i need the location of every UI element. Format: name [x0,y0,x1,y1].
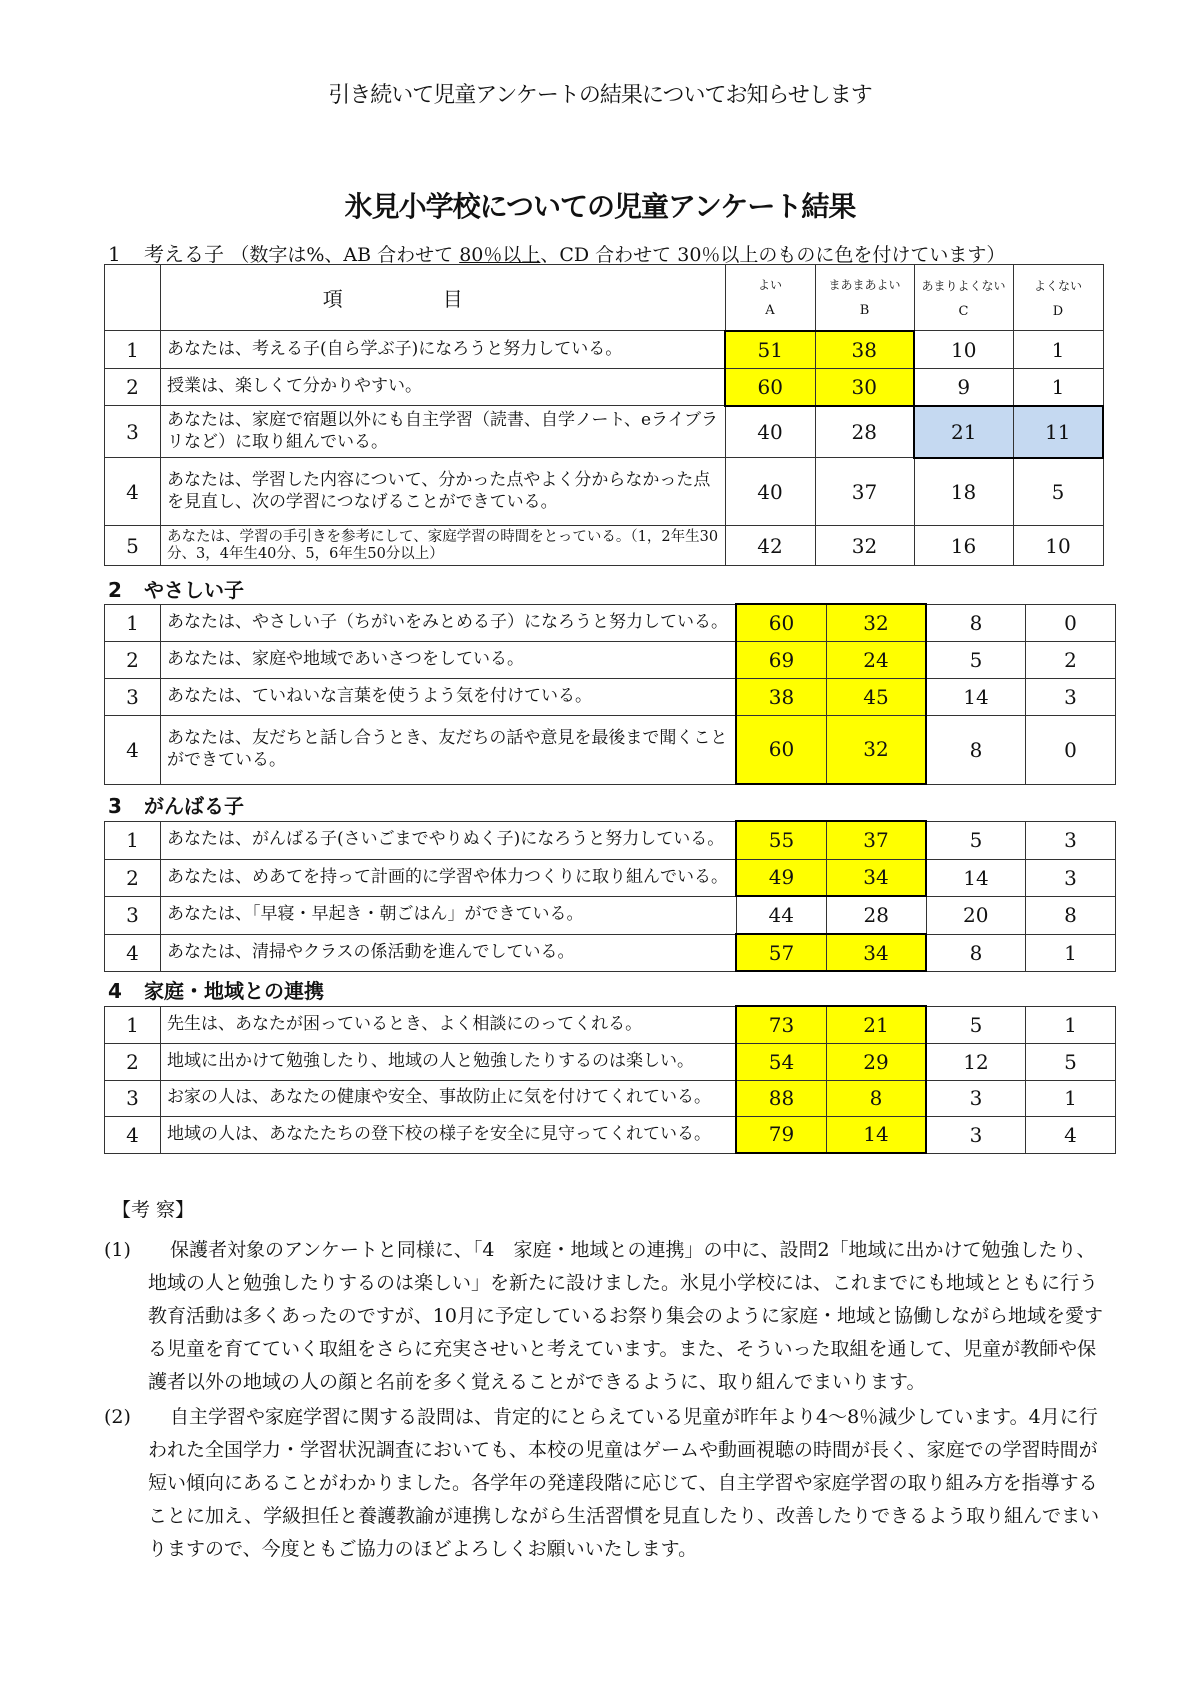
cell-a: 49 [736,859,827,896]
row-question: あなたは、がんばる子(さいごまでやりぬく子)になろうと努力している。 [161,821,737,859]
note-prefix: （数字は%、AB 合わせて [230,244,460,266]
cell-b: 21 [827,1006,927,1043]
row-question: あなたは、やさしい子（ちがいをみとめる子）になろうと努力している。 [161,604,737,641]
header-col-a-label: よい [757,278,782,293]
section-heading-3 [108,790,244,819]
row-number: 3 [105,896,161,934]
paragraph-number: (2) [104,1406,131,1428]
cell-c: 16 [914,526,1013,566]
paragraph-number: (1) [104,1239,131,1261]
cell-d: 1 [1013,369,1103,406]
cell-a: 44 [736,896,827,934]
cell-d: 10 [1013,526,1103,566]
cell-b: 24 [827,641,927,678]
cell-d: 3 [1026,859,1116,896]
table-row [105,678,1116,715]
row-question: あなたは、友だちと話し合うとき、友だちの話や意見を最後まで聞くことができている。 [161,715,737,784]
cell-b: 28 [815,406,914,458]
row-number: 4 [105,715,161,784]
cell-c: 20 [926,896,1026,934]
discussion-paragraph-2 [104,1401,1104,1566]
cell-a: 69 [736,641,827,678]
table-row [105,1080,1116,1116]
row-question: あなたは、家庭や地域であいさつをしている。 [161,641,737,678]
row-question: 先生は、あなたが困っているとき、よく相談にのってくれる。 [161,1006,737,1043]
results-table-3 [104,820,1116,972]
section-title: がんばる子 [144,794,244,818]
row-question: 地域の人は、あなたたちの登下校の様子を安全に見守ってくれている。 [161,1116,737,1153]
discussion-title: 【考 察】 [112,1199,195,1221]
discussion-paragraph-1 [104,1234,1104,1399]
row-number: 3 [105,1080,161,1116]
paragraph-text: 保護者対象のアンケートと同様に、「4 家庭・地域との連携」の中に、設問2「地域に出かけて勉強したり、地域の人と勉強したりするのは楽しい」を新たに設けました。氷見小学校には、これまでにも地域とともに行う教育活動は多くあったのですが、10月に予定しているお祭り集会のように家庭・地域と協働しながら地域を愛する児童を育てていく取組をさらに充実させいと考えています。また、そういった取組を通して、児童が教師や保護者以外の地域の人の顔と名前を多く覚えることができるように、取り組んでまいります。 [148,1239,1103,1393]
cell-c: 8 [926,934,1026,971]
cell-b: 8 [827,1080,927,1116]
section-heading-4 [108,975,324,1004]
cell-a: 60 [725,369,815,406]
row-number: 1 [105,331,161,369]
row-number: 2 [105,369,161,406]
section-title: やさしい子 [144,578,244,602]
cell-a: 54 [736,1043,827,1080]
table-row [105,1116,1116,1153]
row-number: 1 [105,821,161,859]
row-question: あなたは、「早寝・早起き・朝ごはん」ができている。 [161,896,737,934]
cell-c: 3 [926,1116,1026,1153]
cell-c: 14 [926,678,1026,715]
row-number: 5 [105,526,161,566]
header-col-c-letter: C [958,303,969,319]
row-question: あなたは、学習の手引きを参考にして、家庭学習の時間をとっている。（1，2年生30分、3，4年生40分、5，6年生50分以上） [161,526,726,566]
table-row [105,331,1104,369]
cell-b: 34 [827,934,927,971]
section-title: 家庭・地域との連携 [144,979,324,1003]
cell-b: 32 [827,604,927,641]
cell-c: 10 [914,331,1013,369]
results-table-1 [104,264,1104,566]
cell-c: 5 [926,641,1026,678]
table-row [105,1006,1116,1043]
cell-d: 3 [1026,678,1116,715]
cell-a: 60 [736,715,827,784]
row-number: 4 [105,1116,161,1153]
cell-a: 88 [736,1080,827,1116]
table-row [105,604,1116,641]
row-number: 2 [105,859,161,896]
cell-c: 5 [926,821,1026,859]
row-number: 4 [105,458,161,526]
cell-b: 37 [815,458,914,526]
cell-a: 40 [725,458,815,526]
cell-d: 5 [1013,458,1103,526]
cell-c: 3 [926,1080,1026,1116]
cell-d: 4 [1026,1116,1116,1153]
cell-a: 57 [736,934,827,971]
cell-b: 38 [815,331,914,369]
table-row [105,406,1104,458]
cell-b: 29 [827,1043,927,1080]
header-col-c [914,265,1013,331]
cell-b: 32 [827,715,927,784]
note-80: 80％以上 [459,244,541,266]
row-question: あなたは、家庭で宿題以外にも自主学習（読書、自学ノート、eライブラリなど）に取り組んでいる。 [161,406,726,458]
cell-c: 21 [914,406,1013,458]
table-row [105,1043,1116,1080]
paragraph-text: 自主学習や家庭学習に関する設問は、肯定的にとらえている児童が昨年より4～8％減少しています。4月に行われた全国学力・学習状況調査においても、本校の児童はゲームや動画視聴の時間が長く、家庭での学習時間が短い傾向にあることがわかりました。各学年の発達段階に応じて、自主学習や家庭学習の取り組み方を指導することに加え、学級担任と養護教諭が連携しながら生活習慣を見直したり、改善したりできるよう取り組んでまいりますので、今度ともご協力のほどよろしくお願いいたします。 [148,1406,1100,1560]
results-table-4 [104,1005,1116,1154]
cell-d: 1 [1026,1080,1116,1116]
cell-d: 3 [1026,821,1116,859]
cell-c: 18 [914,458,1013,526]
row-question: あなたは、めあてを持って計画的に学習や体力つくりに取り組んでいる。 [161,859,737,896]
row-question: あなたは、考える子(自ら学ぶ子)になろうと努力している。 [161,331,726,369]
header-item: 項目 [161,265,726,331]
cell-b: 34 [827,859,927,896]
row-question: あなたは、清掃やクラスの係活動を進んでしている。 [161,934,737,971]
cell-b: 37 [827,821,927,859]
cell-c: 5 [926,1006,1026,1043]
cell-a: 55 [736,821,827,859]
cell-c: 9 [914,369,1013,406]
cell-a: 79 [736,1116,827,1153]
row-question: あなたは、ていねいな言葉を使うよう気を付けている。 [161,678,737,715]
cell-b: 14 [827,1116,927,1153]
cell-d: 11 [1013,406,1103,458]
header-col-a [725,265,815,331]
cell-b: 30 [815,369,914,406]
cell-b: 45 [827,678,927,715]
section-note [230,244,1005,266]
header-col-b-label: まあまあよい [828,278,901,293]
cell-d: 1 [1013,331,1103,369]
cell-c: 12 [926,1043,1026,1080]
intro-text: 引き続いて児童アンケートの結果についてお知らせします [328,83,872,108]
cell-d: 5 [1026,1043,1116,1080]
cell-b: 32 [815,526,914,566]
header-col-a-letter: A [765,303,775,319]
section-heading-2 [108,574,244,603]
cell-c: 8 [926,604,1026,641]
cell-b: 28 [827,896,927,934]
row-number: 3 [105,678,161,715]
row-number: 1 [105,1006,161,1043]
row-number: 3 [105,406,161,458]
table-row [105,526,1104,566]
header-col-d [1013,265,1103,331]
section-number: 1 [108,242,121,266]
table-row [105,859,1116,896]
section-number: 2 [108,578,122,602]
cell-a: 60 [736,604,827,641]
cell-a: 38 [736,678,827,715]
header-col-b [815,265,914,331]
row-number: 2 [105,641,161,678]
header-col-b-letter: B [859,303,870,319]
section-heading-1 [108,238,1005,267]
cell-d: 1 [1026,934,1116,971]
row-question: 地域に出かけて勉強したり、地域の人と勉強したりするのは楽しい。 [161,1043,737,1080]
table-row [105,369,1104,406]
section-number: 4 [108,979,122,1003]
table-row [105,458,1104,526]
header-col-d-letter: D [1052,303,1064,319]
table-row [105,641,1116,678]
cell-d: 8 [1026,896,1116,934]
section-title: 考える子 [144,242,224,266]
table-row [105,896,1116,934]
cell-a: 73 [736,1006,827,1043]
cell-a: 51 [725,331,815,369]
results-table-2 [104,603,1116,785]
row-question: お家の人は、あなたの健康や安全、事故防止に気を付けてくれている。 [161,1080,737,1116]
page-title: 氷見小学校についての児童アンケート結果 [344,190,856,223]
cell-d: 1 [1026,1006,1116,1043]
cell-d: 0 [1026,604,1116,641]
table-row [105,715,1116,784]
cell-d: 2 [1026,641,1116,678]
cell-c: 14 [926,859,1026,896]
row-question: あなたは、学習した内容について、分かった点やよく分からなかった点を見直し、次の学習につなげることができている。 [161,458,726,526]
table-row [105,934,1116,971]
header-no [105,265,161,331]
header-col-d-label: よくない [1033,278,1082,293]
cell-c: 8 [926,715,1026,784]
row-question: 授業は、楽しくて分かりやすい。 [161,369,726,406]
row-number: 2 [105,1043,161,1080]
header-col-c-label: あまりよくない [921,278,1006,293]
cell-a: 42 [725,526,815,566]
cell-a: 40 [725,406,815,458]
table-header-row [105,265,1104,331]
table-row [105,821,1116,859]
row-number: 4 [105,934,161,971]
row-number: 1 [105,604,161,641]
section-number: 3 [108,794,122,818]
cell-d: 0 [1026,715,1116,784]
discussion-section [104,1195,1104,1568]
note-rest: 、CD 合わせて 30％以上のものに色を付けています） [540,244,1006,266]
